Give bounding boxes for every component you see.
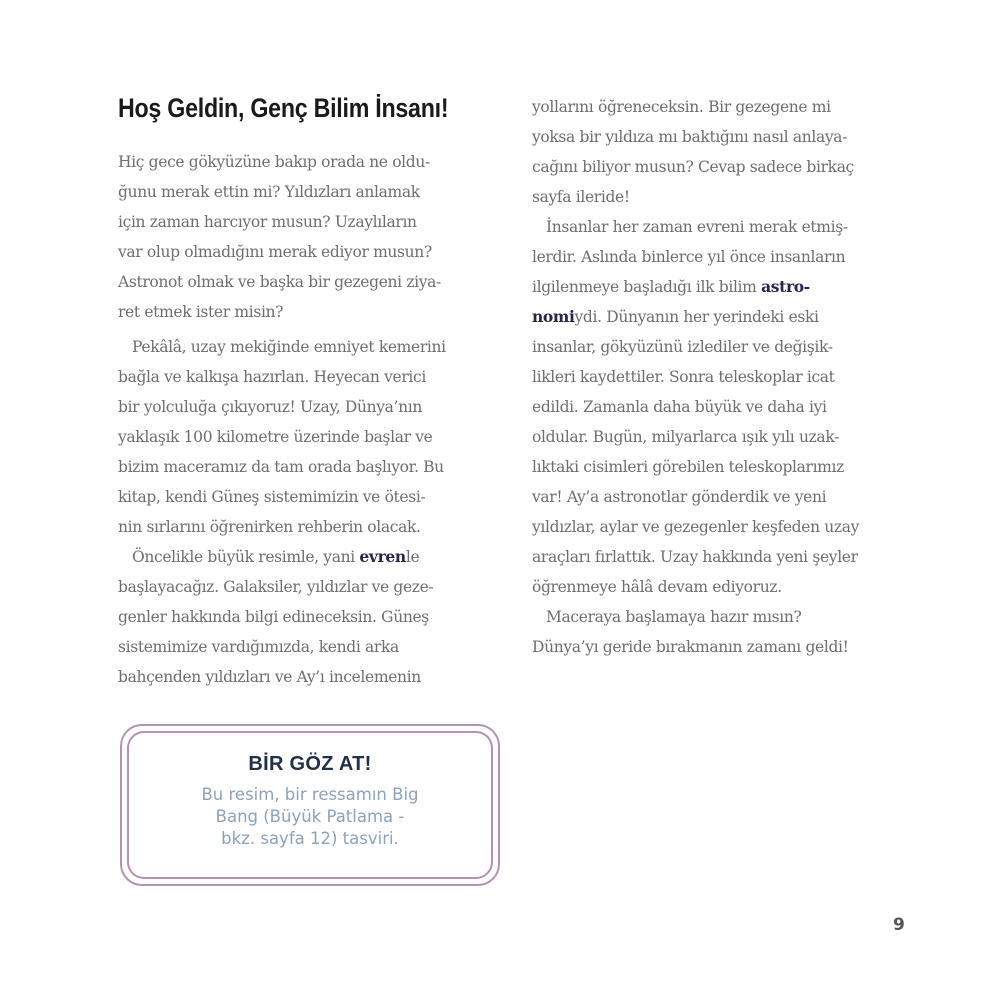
text-line: Hiç gece gökyüzüne bakıp orada ne oldu- — [118, 153, 430, 171]
text-line: yaklaşık 100 kilometre üzerinde başlar ve — [118, 428, 433, 446]
text-line: cağını biliyor musun? Cevap sadece birkaç — [532, 158, 854, 176]
callout-line: Bu resim, bir ressamın Big — [201, 785, 419, 804]
text-line — [532, 302, 859, 332]
callout-body — [129, 784, 491, 850]
text-line: kitap, kendi Güneş sistemimizin ve ötesi- — [118, 488, 426, 506]
text-segment: ilgilenmeye başladığı ilk bilim — [532, 278, 762, 296]
text-segment: Öncelikle büyük resimle, yani — [132, 548, 360, 566]
callout-inner-border — [127, 731, 493, 879]
text-line: Maceraya başlamaya hazır mısın? — [546, 608, 802, 626]
keyword-astronomi-part2: nomi — [532, 307, 575, 326]
callout-line: bkz. sayfa 12) tasviri. — [221, 829, 399, 848]
text-line: İnsanlar her zaman evreni merak etmiş- — [546, 218, 848, 236]
left-paragraph-3 — [118, 542, 433, 692]
text-line: ret etmek ister misin? — [118, 303, 284, 321]
right-paragraph-2 — [532, 212, 859, 602]
left-paragraph-1 — [118, 147, 441, 327]
text-line: lerdir. Aslında binlerce yıl önce insanların — [532, 248, 846, 266]
text-line: var olup olmadığını merak ediyor musun? — [118, 243, 432, 261]
text-line: nin sırlarını öğrenirken rehberin olacak. — [118, 518, 421, 536]
text-line: başlayacağız. Galaksiler, yıldızlar ve geze- — [118, 578, 434, 596]
text-line: lıktaki cisimleri görebilen teleskoplarımız — [532, 458, 844, 476]
text-line: oldular. Bugün, milyarlarca ışık yılı uzak- — [532, 428, 839, 446]
text-line: genler hakkında bilgi edineceksin. Güneş — [118, 608, 429, 626]
left-paragraph-2 — [118, 332, 446, 542]
keyword-evren: evren — [359, 547, 406, 566]
text-line: Astronot olmak ve başka bir gezegeni ziya- — [118, 273, 441, 291]
text-line: sayfa ileride! — [532, 188, 630, 206]
text-line: sistemimize vardığımızda, kendi arka — [118, 638, 399, 656]
text-line: likleri kaydettiler. Sonra teleskoplar icat — [532, 368, 835, 386]
text-line: bağla ve kalkışa hazırlan. Heyecan verici — [118, 368, 426, 386]
text-line: yoksa bir yıldıza mı baktığını nasıl anlaya- — [532, 128, 848, 146]
right-paragraph-3 — [532, 602, 849, 662]
right-paragraph-1 — [532, 92, 854, 212]
text-line: yollarını öğreneceksin. Bir gezegene mi — [532, 98, 831, 116]
text-line: için zaman harcıyor musun? Uzaylıların — [118, 213, 417, 231]
page-title: Hoş Geldin, Genç Bilim İnsanı! — [118, 93, 449, 123]
page-number: 9 — [893, 915, 905, 935]
text-line — [118, 542, 433, 572]
text-segment: ydi. Dünyanın her yerindeki eski — [574, 308, 819, 326]
text-line: edildi. Zamanla daha büyük ve daha iyi — [532, 398, 827, 416]
keyword-astronomi-part1: astro- — [761, 277, 810, 296]
callout-box — [120, 724, 500, 886]
text-segment: le — [405, 548, 420, 566]
callout-line: Bang (Büyük Patlama - — [215, 807, 405, 826]
text-line: bir yolculuğa çıkıyoruz! Uzay, Dünya’nın — [118, 398, 423, 416]
text-line: bahçenden yıldızları ve Ay’ı incelemenin — [118, 668, 421, 686]
text-line: Dünya’yı geride bırakmanın zamanı geldi! — [532, 638, 849, 656]
text-line: var! Ay’a astronotlar gönderdik ve yeni — [532, 488, 827, 506]
text-line: ğunu merak ettin mi? Yıldızları anlamak — [118, 183, 420, 201]
text-line: yıldızlar, aylar ve gezegenler keşfeden uzay — [532, 518, 860, 536]
text-line: Pekâlâ, uzay mekiğinde emniyet kemerini — [132, 338, 446, 356]
text-line: insanlar, gökyüzünü izlediler ve değişik- — [532, 338, 833, 356]
text-line: bizim maceramız da tam orada başlıyor. Bu — [118, 458, 444, 476]
text-line: öğrenmeye hâlâ devam ediyoruz. — [532, 578, 782, 596]
callout-title: BİR GÖZ AT! — [248, 753, 372, 775]
text-line — [532, 272, 859, 302]
text-line: araçları fırlattık. Uzay hakkında yeni şeyler — [532, 548, 858, 566]
